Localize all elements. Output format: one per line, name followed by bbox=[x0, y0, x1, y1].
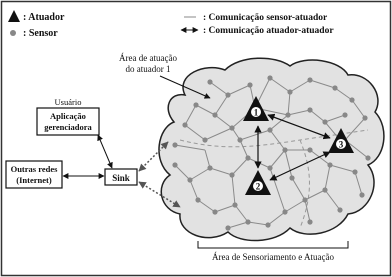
sensor-node bbox=[362, 115, 367, 120]
sensor-node bbox=[247, 82, 252, 87]
sensor-node bbox=[267, 165, 272, 170]
sensor-node bbox=[359, 192, 364, 197]
sensor-node bbox=[202, 137, 207, 142]
sensor-node bbox=[287, 89, 292, 94]
sensor-node bbox=[267, 75, 272, 80]
sensor-node bbox=[232, 202, 237, 207]
sensor-node bbox=[229, 172, 234, 177]
sensor-node bbox=[307, 77, 312, 82]
legend-actuator-actuator-label: : Comunicação atuador-atuador bbox=[203, 26, 334, 36]
area-actuation-label: Área de atuação bbox=[119, 53, 177, 63]
sensor-node bbox=[225, 92, 230, 97]
sensor-node bbox=[172, 162, 177, 167]
sensor-node bbox=[307, 219, 312, 224]
legend-sensor-actuator-label: : Comunicação sensor-atuador bbox=[203, 13, 328, 23]
other-networks-label: Outras redes bbox=[10, 164, 58, 174]
sensor-node bbox=[265, 222, 270, 227]
sensor-node bbox=[282, 209, 287, 214]
sensor-node bbox=[327, 162, 332, 167]
sensor-node bbox=[267, 127, 272, 132]
sensor-node bbox=[245, 219, 250, 224]
sensor-node bbox=[172, 142, 177, 147]
sensor-node bbox=[195, 197, 200, 202]
sensor-node bbox=[307, 107, 312, 112]
user-label: Usuário bbox=[54, 97, 82, 107]
sensor-node bbox=[187, 177, 192, 182]
application-label: Aplicação bbox=[50, 111, 86, 121]
sensor-node bbox=[285, 112, 290, 117]
sensor-node bbox=[322, 119, 327, 124]
legend-sensor-label: : Sensor bbox=[23, 28, 58, 39]
other-networks-label-2: (Internet) bbox=[16, 175, 52, 185]
sensor-node bbox=[212, 209, 217, 214]
sensor-node bbox=[282, 147, 287, 152]
sensor-legend-icon bbox=[10, 30, 16, 36]
area-actuation-label-2: do atuador 1 bbox=[125, 64, 171, 74]
actuator-1-label: 1 bbox=[253, 107, 259, 118]
application-label-2: gerenciadora bbox=[44, 122, 92, 132]
sensor-node bbox=[322, 187, 327, 192]
sensor-node bbox=[237, 137, 242, 142]
sensor-node bbox=[229, 125, 234, 130]
sensor-node bbox=[352, 169, 357, 174]
sensor-node bbox=[193, 102, 198, 107]
sensor-node bbox=[349, 97, 354, 102]
legend-actuator-label: : Atuador bbox=[23, 12, 65, 23]
sensor-node bbox=[245, 155, 250, 160]
sensor-node bbox=[307, 147, 312, 152]
sensor-node bbox=[302, 197, 307, 202]
sensor-node bbox=[207, 79, 212, 84]
actuator-2-label: 2 bbox=[255, 181, 261, 192]
sensor-node bbox=[289, 175, 294, 180]
actuator-3-label: 3 bbox=[338, 139, 344, 150]
sensor-node bbox=[182, 122, 187, 127]
sensor-node bbox=[212, 112, 217, 117]
sensing-area-label: Área de Sensoriamento e Atuação bbox=[212, 252, 334, 262]
sensor-node bbox=[337, 207, 342, 212]
sensor-node bbox=[332, 85, 337, 90]
sensor-node bbox=[207, 165, 212, 170]
sensor-node bbox=[225, 225, 230, 230]
sensor-node bbox=[342, 112, 347, 117]
sink-label: Sink bbox=[112, 173, 130, 183]
sensor-node bbox=[365, 155, 370, 160]
